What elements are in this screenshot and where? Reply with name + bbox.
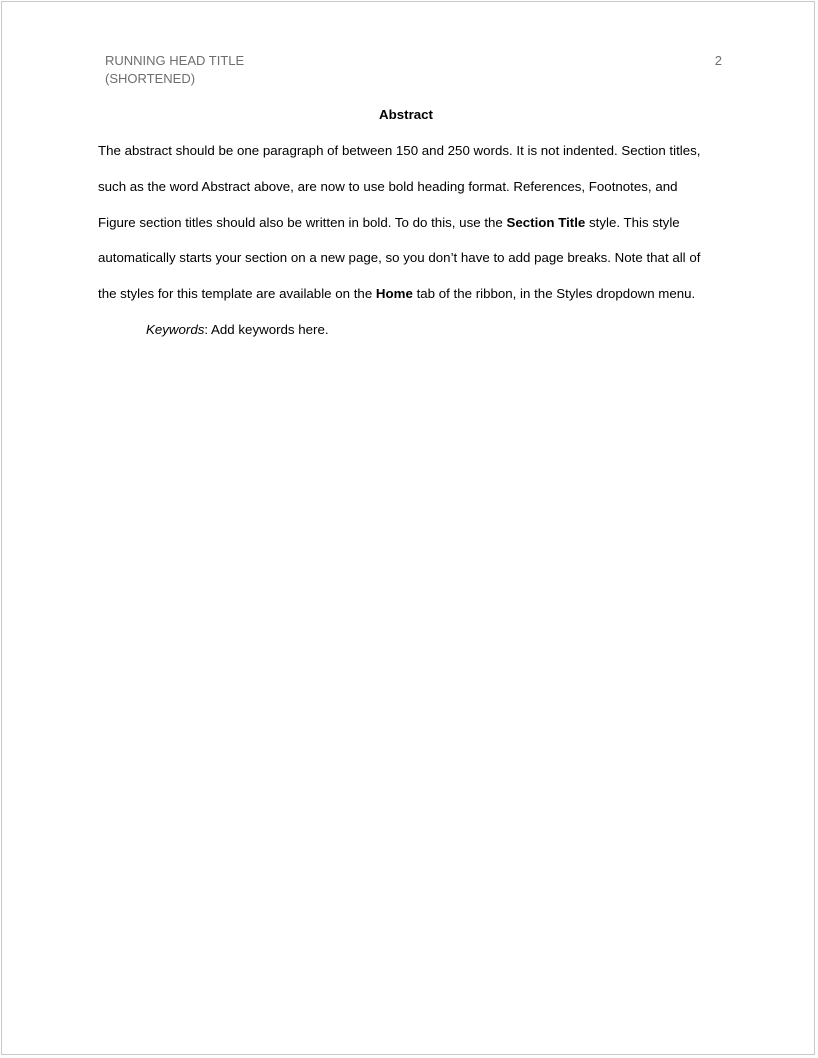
abstract-line-4: automatically starts your section on a new page, so you don’t have to add page breaks. Note that all of xyxy=(98,250,701,266)
running-head xyxy=(105,52,305,88)
abstract-line-3-start: Figure section titles should also be written in bold. To do this, use the xyxy=(98,214,507,230)
abstract-line-3-end: style. This style xyxy=(585,214,680,230)
abstract-line-1: The abstract should be one paragraph of between 150 and 250 words. It is not indented. Section titles, xyxy=(98,143,701,158)
abstract-line-5 xyxy=(98,284,728,320)
abstract-heading: Abstract xyxy=(379,107,433,122)
keywords-text: : Add keywords here. xyxy=(204,322,329,337)
running-head-subtitle: (SHORTENED) xyxy=(105,71,196,86)
home-tab-name: Home xyxy=(375,286,413,302)
page-number: 2 xyxy=(714,53,722,68)
abstract-line-5-start: the styles for this template are available on the xyxy=(98,286,376,302)
abstract-line-2: such as the word Abstract above, are now to use bold heading format. References, Footnotes, and xyxy=(98,178,678,194)
document-page xyxy=(1,1,815,1055)
abstract-line-5-end: tab of the ribbon, in the Styles dropdown menu. xyxy=(412,286,696,302)
keywords-label: Keywords xyxy=(146,322,205,337)
keywords-line xyxy=(146,320,329,340)
abstract-line-3 xyxy=(98,213,728,249)
section-title-style-name: Section Title xyxy=(506,214,586,230)
abstract-paragraph xyxy=(98,141,728,320)
running-head-title: RUNNING HEAD TITLE xyxy=(105,53,245,68)
